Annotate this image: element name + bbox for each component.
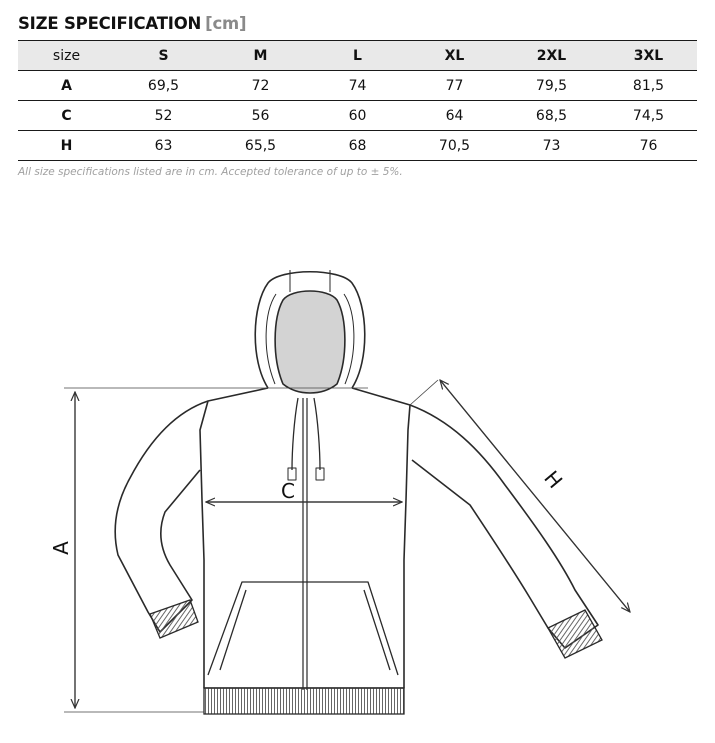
table-cell: 64: [406, 101, 503, 131]
table-cell: 77: [406, 71, 503, 101]
title-text: SIZE SPECIFICATION: [18, 14, 202, 33]
column-header: M: [212, 41, 309, 71]
right-cuff-rib: [548, 610, 602, 658]
column-header: size: [18, 41, 115, 71]
table-cell: 52: [115, 101, 212, 131]
table-row: [18, 131, 697, 161]
left-sleeve: [115, 401, 208, 632]
table-cell: 81,5: [600, 71, 697, 101]
measurement-label-a: A: [49, 541, 73, 555]
column-header: S: [115, 41, 212, 71]
hem-rib: [204, 688, 404, 714]
measurement-h: [410, 380, 630, 612]
title-unit: [cm]: [205, 14, 247, 33]
row-label: C: [18, 101, 115, 131]
hoodie-measurement-diagram: [0, 190, 715, 743]
row-label: H: [18, 131, 115, 161]
table-header-row: [18, 41, 697, 71]
size-specification-title: [18, 14, 246, 33]
table-cell: 70,5: [406, 131, 503, 161]
table-cell: 65,5: [212, 131, 309, 161]
size-table: [18, 40, 697, 161]
column-header: L: [309, 41, 406, 71]
left-cuff-rib: [150, 600, 198, 638]
table-cell: 63: [115, 131, 212, 161]
hood-opening: [275, 291, 345, 393]
column-header: 2XL: [503, 41, 600, 71]
hoodie-body: [200, 388, 410, 688]
drawstrings: [292, 398, 320, 470]
table-cell: 73: [503, 131, 600, 161]
table-row: [18, 101, 697, 131]
measurement-label-c: C: [281, 479, 295, 503]
table-cell: 68: [309, 131, 406, 161]
table-cell: 60: [309, 101, 406, 131]
table-cell: 72: [212, 71, 309, 101]
table-cell: 76: [600, 131, 697, 161]
row-label: A: [18, 71, 115, 101]
zipper: [303, 398, 307, 690]
column-header: 3XL: [600, 41, 697, 71]
measurement-a: [64, 388, 368, 712]
table-cell: 74,5: [600, 101, 697, 131]
table-cell: 69,5: [115, 71, 212, 101]
table-cell: 56: [212, 101, 309, 131]
column-header: XL: [406, 41, 503, 71]
right-sleeve: [410, 405, 598, 648]
tolerance-note: All size specifications listed are in cm. Accepted tolerance of up to ± 5%.: [18, 166, 403, 178]
table-cell: 79,5: [503, 71, 600, 101]
measurement-label-h: H: [539, 466, 568, 493]
table-row: [18, 71, 697, 101]
table-cell: 74: [309, 71, 406, 101]
table-cell: 68,5: [503, 101, 600, 131]
